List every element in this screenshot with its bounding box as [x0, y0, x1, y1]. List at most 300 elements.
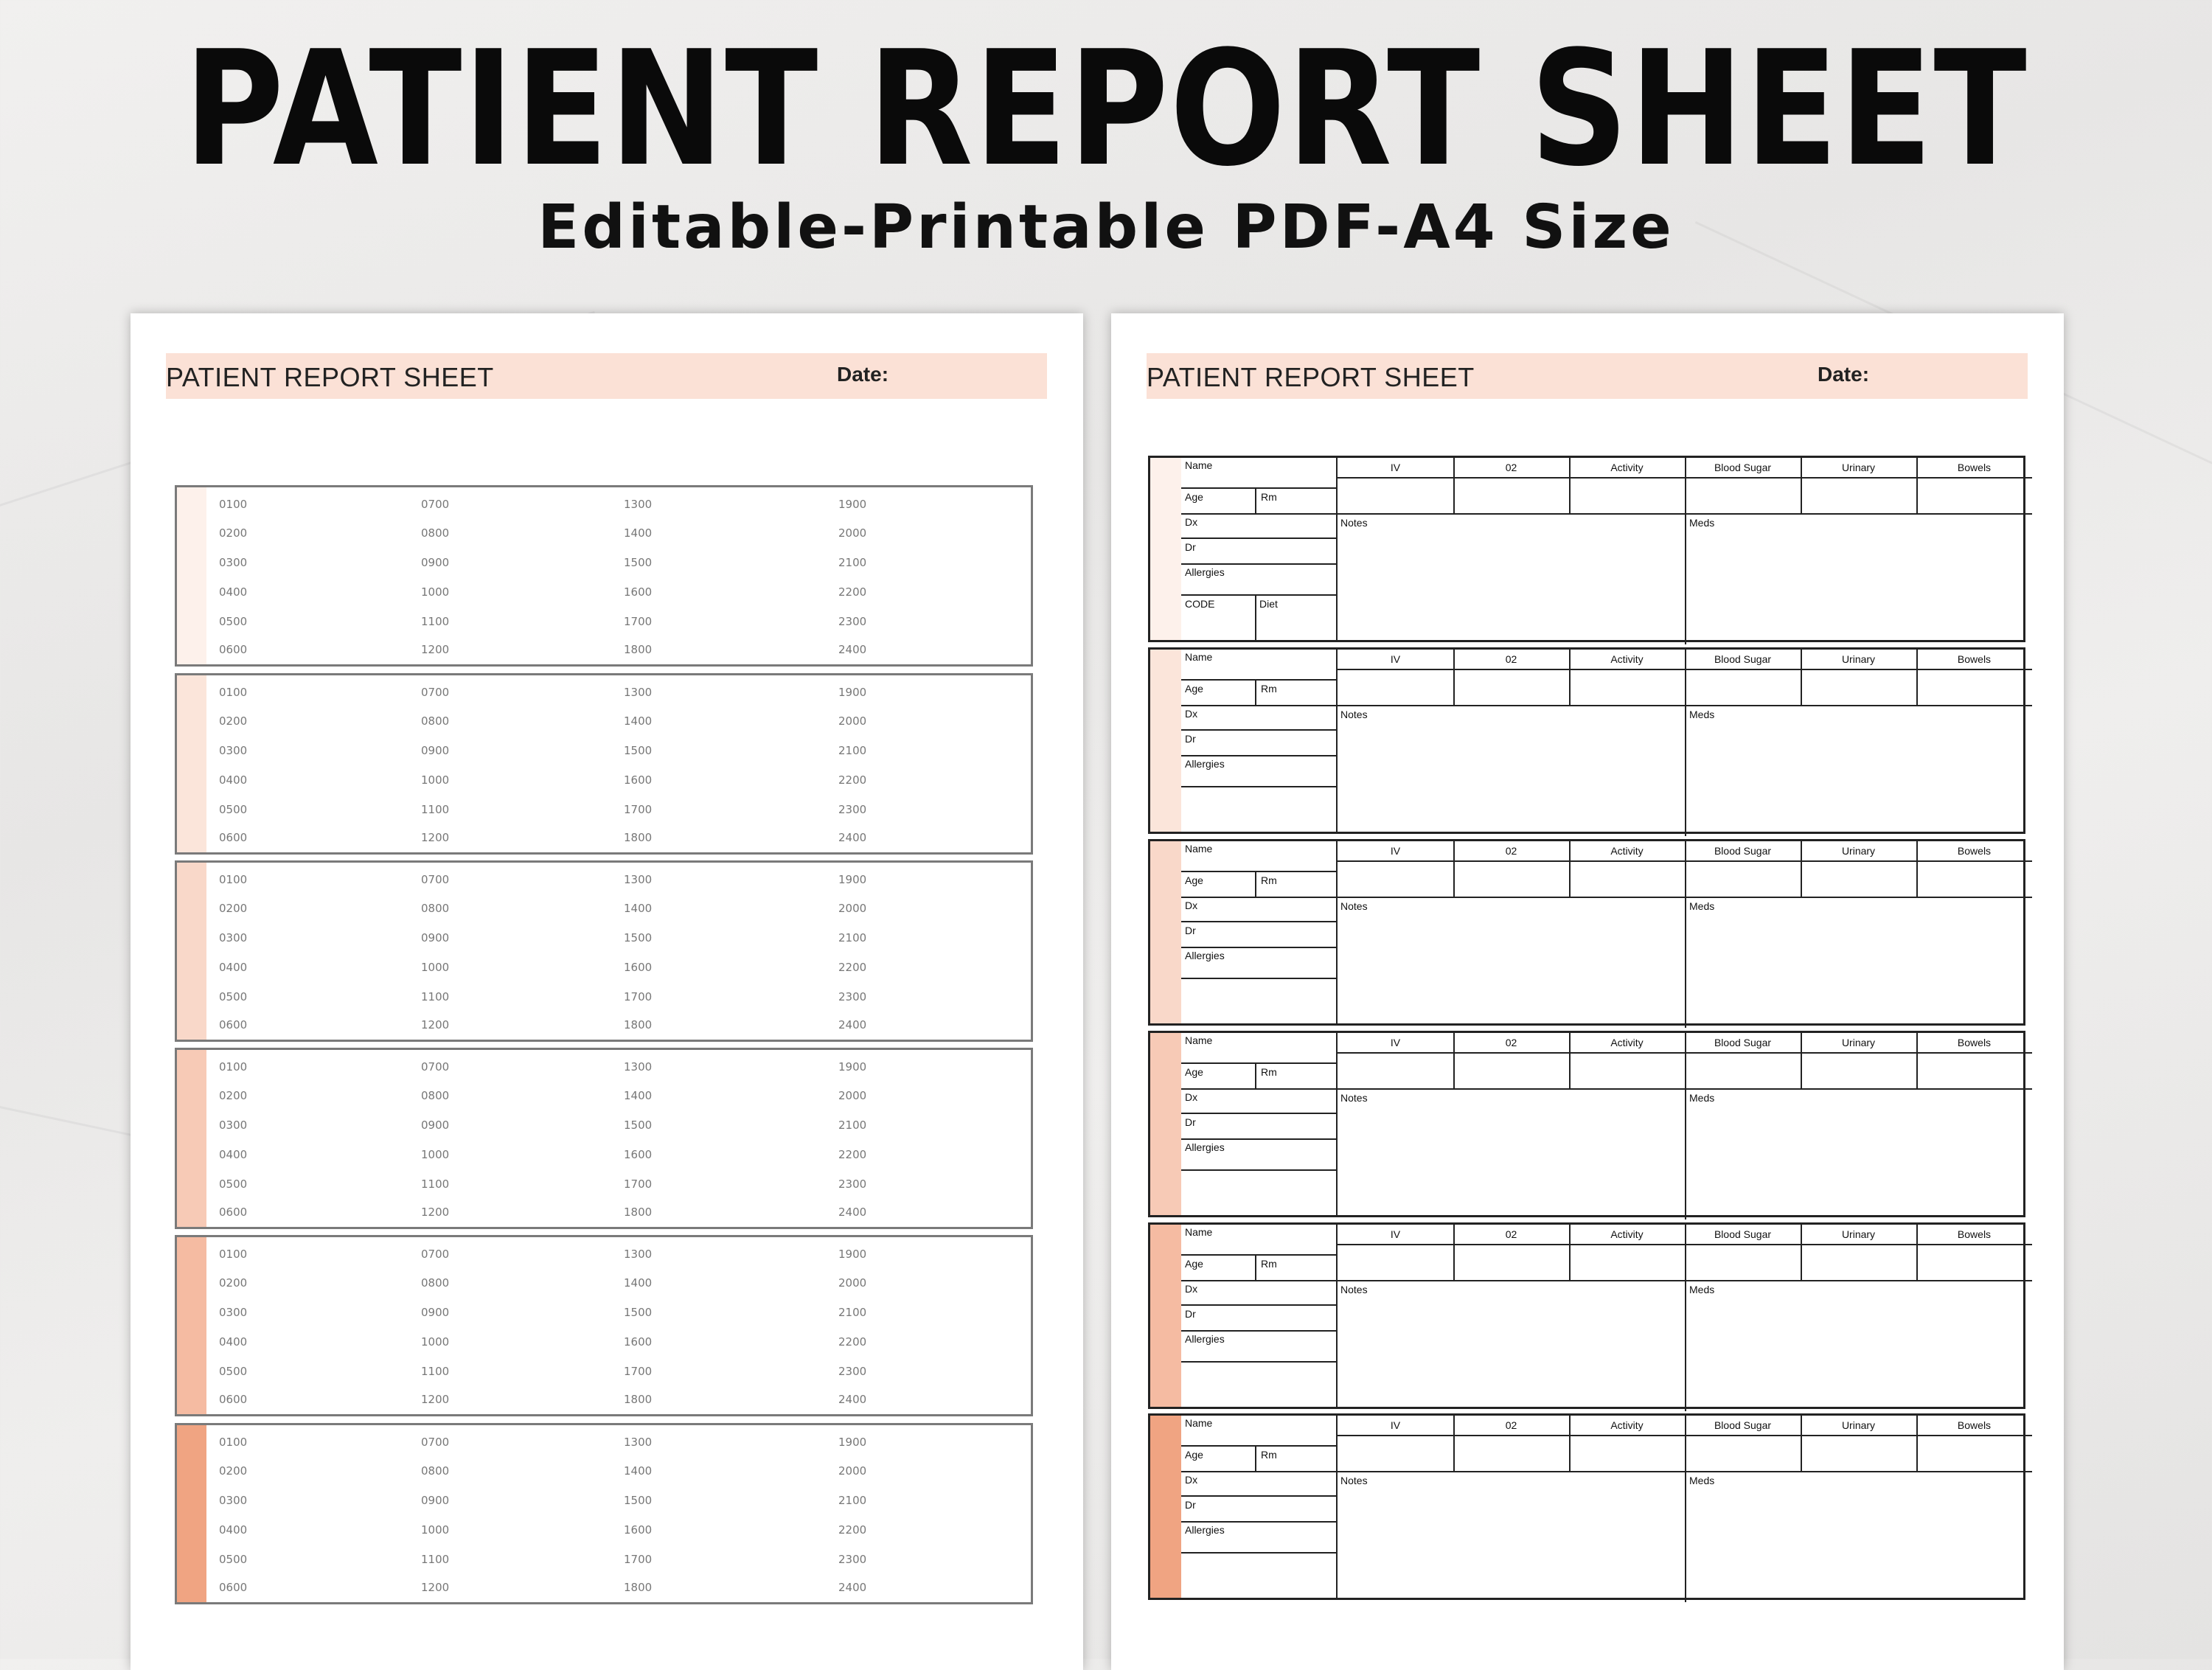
column-divider	[1685, 1416, 1686, 1471]
field-divider	[1181, 1495, 1336, 1497]
time-label[interactable]: 0100	[219, 686, 248, 699]
time-label[interactable]: 1200	[421, 1205, 450, 1219]
time-label[interactable]: 1500	[624, 1118, 653, 1132]
time-label[interactable]: 2200	[838, 585, 867, 599]
time-label[interactable]: 2100	[838, 931, 867, 944]
time-label[interactable]: 0700	[421, 686, 450, 699]
code-field[interactable]: CODE	[1185, 598, 1215, 610]
column-divider	[1453, 1033, 1455, 1088]
time-label[interactable]: 1700	[624, 1365, 653, 1378]
time-label[interactable]: 1200	[421, 831, 450, 844]
time-label[interactable]: 2400	[838, 1581, 867, 1594]
time-label[interactable]: 0200	[219, 526, 248, 540]
dr-field[interactable]: Dr	[1185, 733, 1196, 745]
sheet-header	[1147, 353, 2028, 399]
row-divider	[1338, 1244, 2032, 1245]
dx-field[interactable]: Dx	[1185, 516, 1198, 528]
rm-field[interactable]: Rm	[1261, 683, 1277, 695]
time-label[interactable]: 1800	[624, 1393, 653, 1406]
column-header: 02	[1505, 462, 1517, 473]
rm-field[interactable]: Rm	[1261, 1449, 1277, 1461]
time-label[interactable]: 0900	[421, 1118, 450, 1132]
time-label[interactable]: 1800	[624, 1205, 653, 1219]
time-label[interactable]: 2400	[838, 1393, 867, 1406]
time-label[interactable]: 1900	[838, 873, 867, 886]
meds-area[interactable]: Meds	[1689, 1092, 1715, 1104]
column-header: Bowels	[1957, 1037, 1992, 1048]
rm-field[interactable]: Rm	[1261, 1066, 1277, 1078]
time-label[interactable]: 2200	[838, 773, 867, 787]
field-divider	[1255, 679, 1256, 705]
time-label[interactable]: 1200	[421, 1018, 450, 1031]
field-divider	[1255, 594, 1256, 642]
rm-field[interactable]: Rm	[1261, 1258, 1277, 1270]
field-divider	[1181, 1445, 1336, 1447]
time-label[interactable]: 0300	[219, 931, 248, 944]
time-label[interactable]: 1500	[624, 1494, 653, 1507]
time-label[interactable]: 0500	[219, 990, 248, 1003]
column-divider	[1453, 650, 1455, 705]
time-label[interactable]: 0800	[421, 1276, 450, 1290]
notes-area[interactable]: Notes	[1340, 1284, 1368, 1295]
notes-meds-divider	[1685, 1280, 1686, 1411]
field-divider	[1181, 729, 1336, 731]
time-label[interactable]: 0600	[219, 643, 248, 656]
field-divider	[1255, 1062, 1256, 1088]
time-label[interactable]: 1700	[624, 803, 653, 816]
color-swatch	[1150, 841, 1181, 1023]
patient-block	[1148, 1222, 2025, 1409]
time-label[interactable]: 0700	[421, 1060, 450, 1074]
time-label[interactable]: 1300	[624, 1248, 653, 1261]
time-label[interactable]: 1600	[624, 773, 653, 787]
time-label[interactable]: 2100	[838, 1306, 867, 1319]
field-divider	[1181, 594, 1336, 596]
field-divider	[1181, 1361, 1336, 1363]
time-label[interactable]: 0400	[219, 1335, 248, 1349]
dx-field[interactable]: Dx	[1185, 1091, 1198, 1103]
time-label[interactable]: 0100	[219, 1248, 248, 1261]
notes-meds-divider	[1685, 1471, 1686, 1602]
column-header: Bowels	[1957, 1419, 1992, 1431]
time-label[interactable]: 1600	[624, 961, 653, 974]
column-header: Urinary	[1841, 1228, 1876, 1240]
sheet-header	[166, 353, 1047, 399]
column-header: Blood Sugar	[1714, 653, 1772, 665]
time-label[interactable]: 2300	[838, 1553, 867, 1566]
column-header: IV	[1390, 1037, 1401, 1048]
time-label[interactable]: 2300	[838, 1365, 867, 1378]
allergies-field[interactable]: Allergies	[1185, 758, 1225, 770]
sheet-title: PATIENT REPORT SHEET	[166, 362, 494, 392]
diet-field[interactable]: Diet	[1259, 598, 1278, 610]
time-label[interactable]: 0300	[219, 744, 248, 757]
time-label[interactable]: 1700	[624, 615, 653, 628]
time-label[interactable]: 0100	[219, 873, 248, 886]
age-field[interactable]: Age	[1185, 1258, 1203, 1270]
column-divider	[1801, 458, 1802, 513]
field-divider	[1181, 921, 1336, 922]
time-label[interactable]: 2300	[838, 615, 867, 628]
time-label[interactable]: 1000	[421, 585, 450, 599]
column-divider	[1453, 1225, 1455, 1280]
time-label[interactable]: 2000	[838, 714, 867, 728]
time-label[interactable]: 2300	[838, 990, 867, 1003]
time-label[interactable]: 2100	[838, 1118, 867, 1132]
time-label[interactable]: 0300	[219, 556, 248, 569]
date-label[interactable]: Date:	[837, 363, 889, 386]
row-divider	[1338, 1052, 2032, 1054]
time-label[interactable]: 0800	[421, 1464, 450, 1478]
field-divider	[1181, 947, 1336, 948]
column-header: IV	[1390, 462, 1401, 473]
time-label[interactable]: 1900	[838, 1436, 867, 1449]
dx-field[interactable]: Dx	[1185, 1474, 1198, 1486]
name-field[interactable]: Name	[1185, 459, 1213, 471]
time-label[interactable]: 2400	[838, 1205, 867, 1219]
dx-field[interactable]: Dx	[1185, 1283, 1198, 1295]
time-label[interactable]: 0500	[219, 615, 248, 628]
time-label[interactable]: 2300	[838, 1177, 867, 1191]
time-label[interactable]: 1400	[624, 526, 653, 540]
time-label[interactable]: 0200	[219, 902, 248, 915]
dr-field[interactable]: Dr	[1185, 541, 1196, 553]
color-swatch	[177, 1050, 206, 1227]
column-header: 02	[1505, 1037, 1517, 1048]
column-divider	[1569, 1416, 1571, 1471]
age-field[interactable]: Age	[1185, 491, 1203, 503]
time-label[interactable]: 1800	[624, 831, 653, 844]
time-label[interactable]: 0600	[219, 1581, 248, 1594]
column-header: Bowels	[1957, 845, 1992, 857]
notes-area[interactable]: Notes	[1340, 517, 1368, 529]
time-label[interactable]: 2100	[838, 556, 867, 569]
column-divider	[1916, 841, 1918, 897]
time-label[interactable]: 1500	[624, 1306, 653, 1319]
column-header: 02	[1505, 845, 1517, 857]
time-label[interactable]: 0300	[219, 1306, 248, 1319]
time-label[interactable]: 0600	[219, 1205, 248, 1219]
time-label[interactable]: 0400	[219, 773, 248, 787]
time-label[interactable]: 2000	[838, 902, 867, 915]
time-label[interactable]: 0700	[421, 1436, 450, 1449]
time-label[interactable]: 1100	[421, 1365, 450, 1378]
time-label[interactable]: 0100	[219, 1060, 248, 1074]
time-block	[175, 1423, 1033, 1604]
column-header: Blood Sugar	[1714, 845, 1772, 857]
field-divider	[1181, 705, 1336, 706]
time-label[interactable]: 1000	[421, 1335, 450, 1349]
meds-area[interactable]: Meds	[1689, 1284, 1715, 1295]
allergies-field[interactable]: Allergies	[1185, 566, 1225, 578]
time-label[interactable]: 1300	[624, 498, 653, 511]
time-label[interactable]: 1100	[421, 803, 450, 816]
field-divider	[1181, 1521, 1336, 1523]
time-label[interactable]: 0900	[421, 556, 450, 569]
dr-field[interactable]: Dr	[1185, 1499, 1196, 1511]
allergies-field[interactable]: Allergies	[1185, 1524, 1225, 1536]
field-divider	[1181, 537, 1336, 539]
dr-field[interactable]: Dr	[1185, 1116, 1196, 1128]
time-label[interactable]: 2400	[838, 1018, 867, 1031]
row-divider	[1338, 860, 2032, 862]
field-divider	[1181, 897, 1336, 898]
meds-area[interactable]: Meds	[1689, 900, 1715, 912]
time-block	[175, 485, 1033, 667]
field-divider	[1181, 487, 1336, 489]
time-label[interactable]: 0500	[219, 1365, 248, 1378]
time-label[interactable]: 1600	[624, 1523, 653, 1537]
time-label[interactable]: 2000	[838, 526, 867, 540]
age-field[interactable]: Age	[1185, 874, 1203, 886]
time-label[interactable]: 0400	[219, 1148, 248, 1161]
age-field[interactable]: Age	[1185, 683, 1203, 695]
column-header: 02	[1505, 653, 1517, 665]
time-label[interactable]: 0200	[219, 714, 248, 728]
notes-area[interactable]: Notes	[1340, 900, 1368, 912]
field-divider	[1255, 1254, 1256, 1280]
column-divider	[1916, 650, 1918, 705]
time-label[interactable]: 1700	[624, 990, 653, 1003]
name-field[interactable]: Name	[1185, 651, 1213, 663]
time-label[interactable]: 0900	[421, 1494, 450, 1507]
time-label[interactable]: 1500	[624, 744, 653, 757]
time-label[interactable]: 0500	[219, 803, 248, 816]
patient-block	[1148, 1413, 2025, 1600]
meds-area[interactable]: Meds	[1689, 517, 1715, 529]
patient-block	[1148, 647, 2025, 834]
time-label[interactable]: 0300	[219, 1494, 248, 1507]
column-divider	[1685, 650, 1686, 705]
field-divider	[1181, 755, 1336, 756]
time-label[interactable]: 1600	[624, 1148, 653, 1161]
time-label[interactable]: 0600	[219, 1018, 248, 1031]
column-divider	[1801, 1225, 1802, 1280]
time-label[interactable]: 2200	[838, 1148, 867, 1161]
name-field[interactable]: Name	[1185, 1226, 1213, 1238]
column-divider	[1569, 841, 1571, 897]
time-label[interactable]: 1400	[624, 902, 653, 915]
time-label[interactable]: 0200	[219, 1464, 248, 1478]
meds-area[interactable]: Meds	[1689, 1475, 1715, 1486]
time-label[interactable]: 0700	[421, 1248, 450, 1261]
column-header: Activity	[1610, 1228, 1644, 1240]
time-label[interactable]: 1000	[421, 773, 450, 787]
time-label[interactable]: 1100	[421, 990, 450, 1003]
name-field[interactable]: Name	[1185, 1034, 1213, 1046]
column-header: Activity	[1610, 845, 1644, 857]
sheet-title: PATIENT REPORT SHEET	[1147, 362, 1475, 392]
column-header: 02	[1505, 1228, 1517, 1240]
field-divider	[1181, 978, 1336, 979]
patient-block	[1148, 839, 2025, 1026]
time-label[interactable]: 0100	[219, 498, 248, 511]
time-label[interactable]: 1700	[624, 1177, 653, 1191]
time-label[interactable]: 2200	[838, 961, 867, 974]
time-label[interactable]: 2000	[838, 1276, 867, 1290]
rm-field[interactable]: Rm	[1261, 874, 1277, 886]
time-label[interactable]: 0600	[219, 1393, 248, 1406]
dr-field[interactable]: Dr	[1185, 1308, 1196, 1320]
row-divider	[1338, 1435, 2032, 1436]
time-label[interactable]: 1500	[624, 931, 653, 944]
time-label[interactable]: 1300	[624, 686, 653, 699]
time-label[interactable]: 1500	[624, 556, 653, 569]
column-header: 02	[1505, 1419, 1517, 1431]
patient-info-column	[1181, 458, 1338, 640]
color-swatch	[177, 1425, 206, 1602]
column-header: Urinary	[1841, 653, 1876, 665]
notes-area[interactable]: Notes	[1340, 1092, 1368, 1104]
time-label[interactable]: 1600	[624, 585, 653, 599]
time-label[interactable]: 0100	[219, 1436, 248, 1449]
dr-field[interactable]: Dr	[1185, 925, 1196, 936]
column-divider	[1569, 650, 1571, 705]
time-label[interactable]: 2300	[838, 803, 867, 816]
column-header: IV	[1390, 653, 1401, 665]
row-divider	[1338, 477, 2032, 479]
column-divider	[1453, 458, 1455, 513]
dx-field[interactable]: Dx	[1185, 900, 1198, 911]
column-divider	[1453, 1416, 1455, 1471]
meds-area[interactable]: Meds	[1689, 709, 1715, 720]
time-label[interactable]: 0500	[219, 1177, 248, 1191]
field-divider	[1181, 1330, 1336, 1332]
time-label[interactable]: 2200	[838, 1523, 867, 1537]
color-swatch	[1150, 1225, 1181, 1407]
patient-info-column	[1181, 650, 1338, 832]
time-label[interactable]: 2400	[838, 831, 867, 844]
time-label[interactable]: 2200	[838, 1335, 867, 1349]
name-field[interactable]: Name	[1185, 843, 1213, 855]
name-field[interactable]: Name	[1185, 1417, 1213, 1429]
column-divider	[1453, 841, 1455, 897]
time-label[interactable]: 0700	[421, 873, 450, 886]
time-label[interactable]: 0200	[219, 1089, 248, 1102]
field-divider	[1181, 1254, 1336, 1256]
column-divider	[1916, 1225, 1918, 1280]
column-header: Urinary	[1841, 462, 1876, 473]
time-label[interactable]: 0800	[421, 526, 450, 540]
column-header: Urinary	[1841, 845, 1876, 857]
time-block	[175, 673, 1033, 855]
column-header: Bowels	[1957, 462, 1992, 473]
color-swatch	[177, 675, 206, 852]
time-label[interactable]: 1800	[624, 643, 653, 656]
time-label[interactable]: 0700	[421, 498, 450, 511]
time-block	[175, 1048, 1033, 1229]
time-label[interactable]: 1800	[624, 1581, 653, 1594]
time-label[interactable]: 1400	[624, 714, 653, 728]
age-field[interactable]: Age	[1185, 1449, 1203, 1461]
time-label[interactable]: 1400	[624, 1089, 653, 1102]
color-swatch	[1150, 1033, 1181, 1215]
patient-info-column	[1181, 1416, 1338, 1598]
time-label[interactable]: 1200	[421, 1393, 450, 1406]
age-field[interactable]: Age	[1185, 1066, 1203, 1078]
time-label[interactable]: 0400	[219, 585, 248, 599]
time-label[interactable]: 1100	[421, 1177, 450, 1191]
time-label[interactable]: 2100	[838, 1494, 867, 1507]
time-label[interactable]: 0600	[219, 831, 248, 844]
time-label[interactable]: 1000	[421, 961, 450, 974]
time-label[interactable]: 1300	[624, 1060, 653, 1074]
time-label[interactable]: 1300	[624, 873, 653, 886]
hero-subtitle: Editable-Printable PDF-A4 Size	[538, 192, 1674, 262]
time-label[interactable]: 0200	[219, 1276, 248, 1290]
time-label[interactable]: 1000	[421, 1523, 450, 1537]
time-label[interactable]: 1000	[421, 1148, 450, 1161]
time-label[interactable]: 1900	[838, 686, 867, 699]
rm-field[interactable]: Rm	[1261, 491, 1277, 503]
date-label[interactable]: Date:	[1818, 363, 1870, 386]
time-label[interactable]: 1900	[838, 1060, 867, 1074]
field-divider	[1255, 871, 1256, 897]
column-header: Blood Sugar	[1714, 1419, 1772, 1431]
column-divider	[1685, 1225, 1686, 1280]
time-label[interactable]: 0800	[421, 1089, 450, 1102]
time-label[interactable]: 1600	[624, 1335, 653, 1349]
column-header: IV	[1390, 1419, 1401, 1431]
time-label[interactable]: 1400	[624, 1464, 653, 1478]
time-label[interactable]: 1200	[421, 643, 450, 656]
column-header: IV	[1390, 1228, 1401, 1240]
time-label[interactable]: 0800	[421, 714, 450, 728]
time-label[interactable]: 0900	[421, 744, 450, 757]
time-label[interactable]: 1400	[624, 1276, 653, 1290]
field-divider	[1255, 1445, 1256, 1471]
time-label[interactable]: 0800	[421, 902, 450, 915]
field-divider	[1181, 513, 1336, 515]
field-divider	[1181, 1138, 1336, 1140]
field-divider	[1255, 487, 1256, 513]
dx-field[interactable]: Dx	[1185, 708, 1198, 720]
time-label[interactable]: 1100	[421, 615, 450, 628]
notes-meds-divider	[1685, 705, 1686, 836]
column-header: Blood Sugar	[1714, 462, 1772, 473]
time-label[interactable]: 1100	[421, 1553, 450, 1566]
time-label[interactable]: 2000	[838, 1464, 867, 1478]
column-header: Blood Sugar	[1714, 1228, 1772, 1240]
time-label[interactable]: 1300	[624, 1436, 653, 1449]
time-label[interactable]: 2000	[838, 1089, 867, 1102]
column-header: Activity	[1610, 1419, 1644, 1431]
time-label[interactable]: 2400	[838, 643, 867, 656]
notes-area[interactable]: Notes	[1340, 1475, 1368, 1486]
time-label[interactable]: 1900	[838, 498, 867, 511]
time-label[interactable]: 0500	[219, 1553, 248, 1566]
time-block	[175, 860, 1033, 1042]
allergies-field[interactable]: Allergies	[1185, 950, 1225, 961]
column-divider	[1685, 1033, 1686, 1088]
time-label[interactable]: 0400	[219, 961, 248, 974]
patient-info-column	[1181, 1225, 1338, 1407]
time-label[interactable]: 1200	[421, 1581, 450, 1594]
time-label[interactable]: 0400	[219, 1523, 248, 1537]
column-header: Urinary	[1841, 1037, 1876, 1048]
allergies-field[interactable]: Allergies	[1185, 1141, 1225, 1153]
time-label[interactable]: 0900	[421, 931, 450, 944]
time-label[interactable]: 1700	[624, 1553, 653, 1566]
patient-info-column	[1181, 1033, 1338, 1215]
notes-area[interactable]: Notes	[1340, 709, 1368, 720]
allergies-field[interactable]: Allergies	[1185, 1333, 1225, 1345]
time-label[interactable]: 1800	[624, 1018, 653, 1031]
time-label[interactable]: 0900	[421, 1306, 450, 1319]
time-label[interactable]: 0300	[219, 1118, 248, 1132]
time-label[interactable]: 2100	[838, 744, 867, 757]
time-label[interactable]: 1900	[838, 1248, 867, 1261]
